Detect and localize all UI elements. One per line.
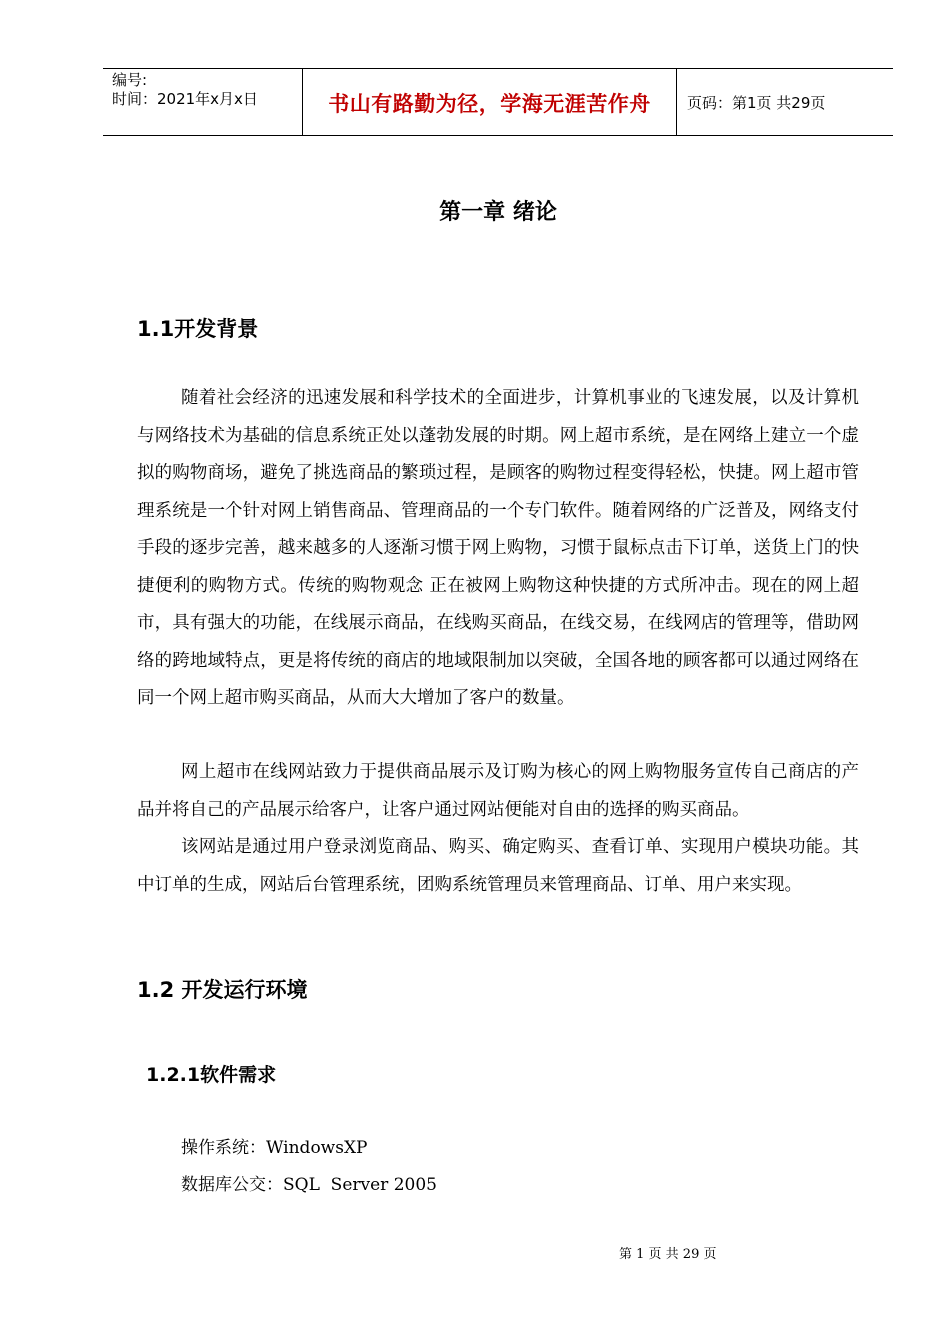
header-table: [103, 68, 893, 136]
paragraph: 该网站是通过用户登录浏览商品、购买、确定购买、查看订单、实现用户模块功能。其中订单的生成，网站后台管理系统，团购系统管理员来管理商品、订单、用户来实现。: [137, 837, 859, 895]
page-footer: 第 1 页 共 29 页: [619, 1247, 717, 1262]
motto: 书山有路勤为径，学海无涯苦作舟: [328, 92, 651, 116]
paragraph: 随着社会经济的迅速发展和科学技术的全面进步，计算机事业的飞速发展，以及计算机与网络技术为基础的信息系统正处以蓬勃发展的时期。网上超市系统，是在网络上建立一个虚拟的购物商场，避免了挑选商品的繁琐过程，是顾客的购物过程变得轻松，快捷。网上超市管理系统是一个针对网上销售商品、管理商品的一个专门软件。随着网络的广泛普及，网络支付手段的逐步完善，越来越多的人逐渐习惯于网上购物，习惯于鼠标点击下订单，送货上门的快捷便利的购物方式。传统的购物观念 正在被网上购物这种快捷的方式所冲击。现在的网上超市，具有强大的功能，在线展示商品，在线购买商品，在线交易，在线网店的管理等，借助网络的跨地域特点，更是将传统的商店的地域限制加以突破，全国各地的顾客都可以通过网络在同一个网上超市购买商品，从而大大增加了客户的数量。: [137, 388, 859, 708]
header-middle-cell: [303, 69, 677, 135]
subsection-heading-1-2-1: 1.2.1软件需求: [146, 1064, 277, 1086]
paragraph: 网上超市在线网站致力于提供商品展示及订购为核心的网上购物服务宣传自己商店的产品并将自己的产品展示给客户，让客户通过网站便能对自由的选择的购买商品。: [137, 762, 859, 820]
number-label: 编号:: [112, 71, 148, 89]
header-left-cell: [103, 69, 303, 135]
chapter-title: 第一章 绪论: [439, 200, 557, 225]
page-info: 页码：第1页 共29页: [687, 93, 826, 112]
header-right-cell: [677, 69, 893, 135]
os-requirement: 操作系统：WindowsXP: [181, 1138, 368, 1158]
time-label: 时间：2021年x月x日: [112, 90, 258, 108]
section-heading-1-2: 1.2 开发运行环境: [137, 978, 308, 1002]
database-requirement: 数据库公交：SQL Server 2005: [181, 1175, 437, 1195]
section-heading-1-1: 1.1开发背景: [137, 317, 259, 341]
